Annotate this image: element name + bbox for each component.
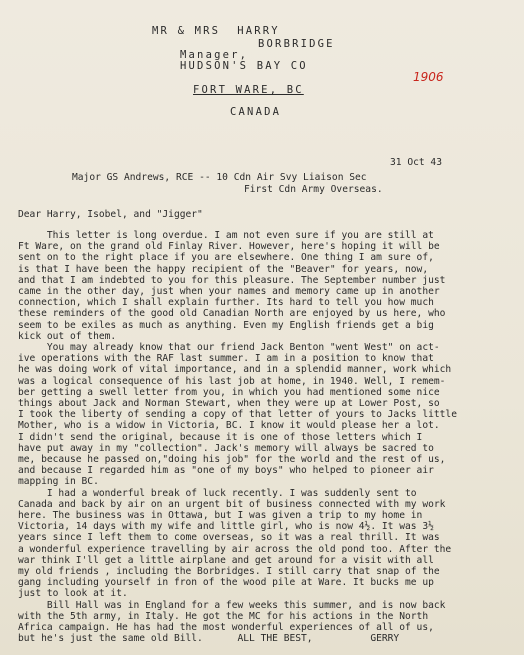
letterhead-names: MR & MRS HARRY [152, 25, 280, 37]
salutation: Dear Harry, Isobel, and "Jigger" [18, 209, 203, 220]
body-line: have put away in my "collection". Jack's memory will always be sacred to [18, 442, 434, 454]
body-line: gang including yourself in fron of the wood pile at Ware. It bucks me up [18, 577, 434, 589]
body-line: with the 5th army, in Italy. He got the MC for his actions in the North [18, 610, 429, 622]
body-line: my old friends , including the Borbridges. I still carry that snap of the [18, 566, 440, 577]
body-line: here. The business was in Ottawa, but I was given a trip to my home in [18, 510, 423, 521]
body-line: mapping in BC. [18, 476, 99, 488]
body-line: a wonderful experience travelling by air across the old pond too. After the [18, 543, 452, 555]
body-line: seem to be exiles as much as anything. Even my English friends get a big [18, 319, 434, 331]
body-line: This letter is long overdue. I am not even sure if you are still at [18, 230, 434, 241]
body-line: I didn't send the original, because it is one of those letters which I [18, 431, 423, 443]
body-line: sent on to the right place if you are elsewhere. One thing I am sure of, [18, 252, 434, 264]
body-line: but he's just the same old Bill. ALL THE BEST, GERRY [18, 633, 400, 645]
body-line: Canada and back by air on an urgent bit of business connected with my work [18, 498, 446, 510]
letterhead-company: HUDSON'S BAY CO [180, 60, 308, 72]
body-line: ive operations with the RAF last summer. I am in a position to know that [18, 353, 434, 365]
body-line: kick out of them. [18, 330, 117, 342]
handwritten-annotation: 1906 [413, 70, 444, 84]
body-line: I took the liberty of sending a copy of that letter of yours to Jacks little [18, 409, 457, 421]
body-line: and because I regarded him as "one of my boys" who helped to pioneer air [18, 465, 434, 477]
letter-date: 31 Oct 43 [390, 157, 442, 168]
sender-line-1: Major GS Andrews, RCE -- 10 Cdn Air Svy Liaison Sec [72, 172, 367, 183]
body-line: war think I'll get a little airplane and get around for a visit with all [18, 554, 434, 566]
letterhead-title: Manager, [180, 49, 249, 61]
body-line: ber getting a swell letter from you, in which you had mentioned some nice [18, 386, 440, 398]
body-line: came in the other day, just when your names and memory came up in another [18, 286, 440, 297]
body-line: is that I have been the happy recipient of the "Beaver" for years, now, [18, 263, 429, 275]
body-line: Mother, who is a widow in Victoria, BC. I know it would please her a lot. [18, 420, 440, 432]
body-line: and that I am indebted to you for this pleasure. The September number just [18, 274, 446, 286]
body-line: connection, which I shall explain further. Its hard to tell you how much [18, 297, 434, 309]
body-line: things about Jack and Norman Stewart, when they were up at Lower Post, so [18, 398, 440, 409]
body-line: was a logical consequence of his last job at home, in 1940. Well, I remem- [18, 375, 446, 387]
body-line: Africa campaign. He has had the most wonderful experiences of all of us, [18, 622, 434, 633]
letterhead-surname: BORBRIDGE [258, 38, 335, 50]
body-line: years since I left them to come overseas, so it was a real thrill. It was [18, 532, 440, 544]
letterhead-location: FORT WARE, BC [193, 84, 304, 96]
body-line: he was doing work of vital importance, and in a splendid manner, work which [18, 364, 452, 376]
body-line: Victoria, 14 days with my wife and little girl, who is now 4½. It was 3½ [18, 521, 434, 533]
body-line: just to look at it. [18, 588, 128, 600]
body-line: I had a wonderful break of luck recently. I was suddenly sent to [18, 487, 417, 499]
letterhead-country: CANADA [230, 106, 282, 118]
body-line: these reminders of the good old Canadian North are enjoyed by us here, who [18, 308, 446, 320]
body-line: You may already know that our friend Jack Benton "went West" on act- [18, 342, 440, 353]
sender-line-2: First Cdn Army Overseas. [244, 184, 383, 195]
body-line: me, because he passed on,"doing his job" for the world and the rest of us, [18, 454, 446, 465]
body-line: Bill Hall was in England for a few weeks this summer, and is now back [18, 599, 446, 611]
body-line: Ft Ware, on the grand old Finlay River. However, here's hoping it will be [18, 241, 440, 253]
